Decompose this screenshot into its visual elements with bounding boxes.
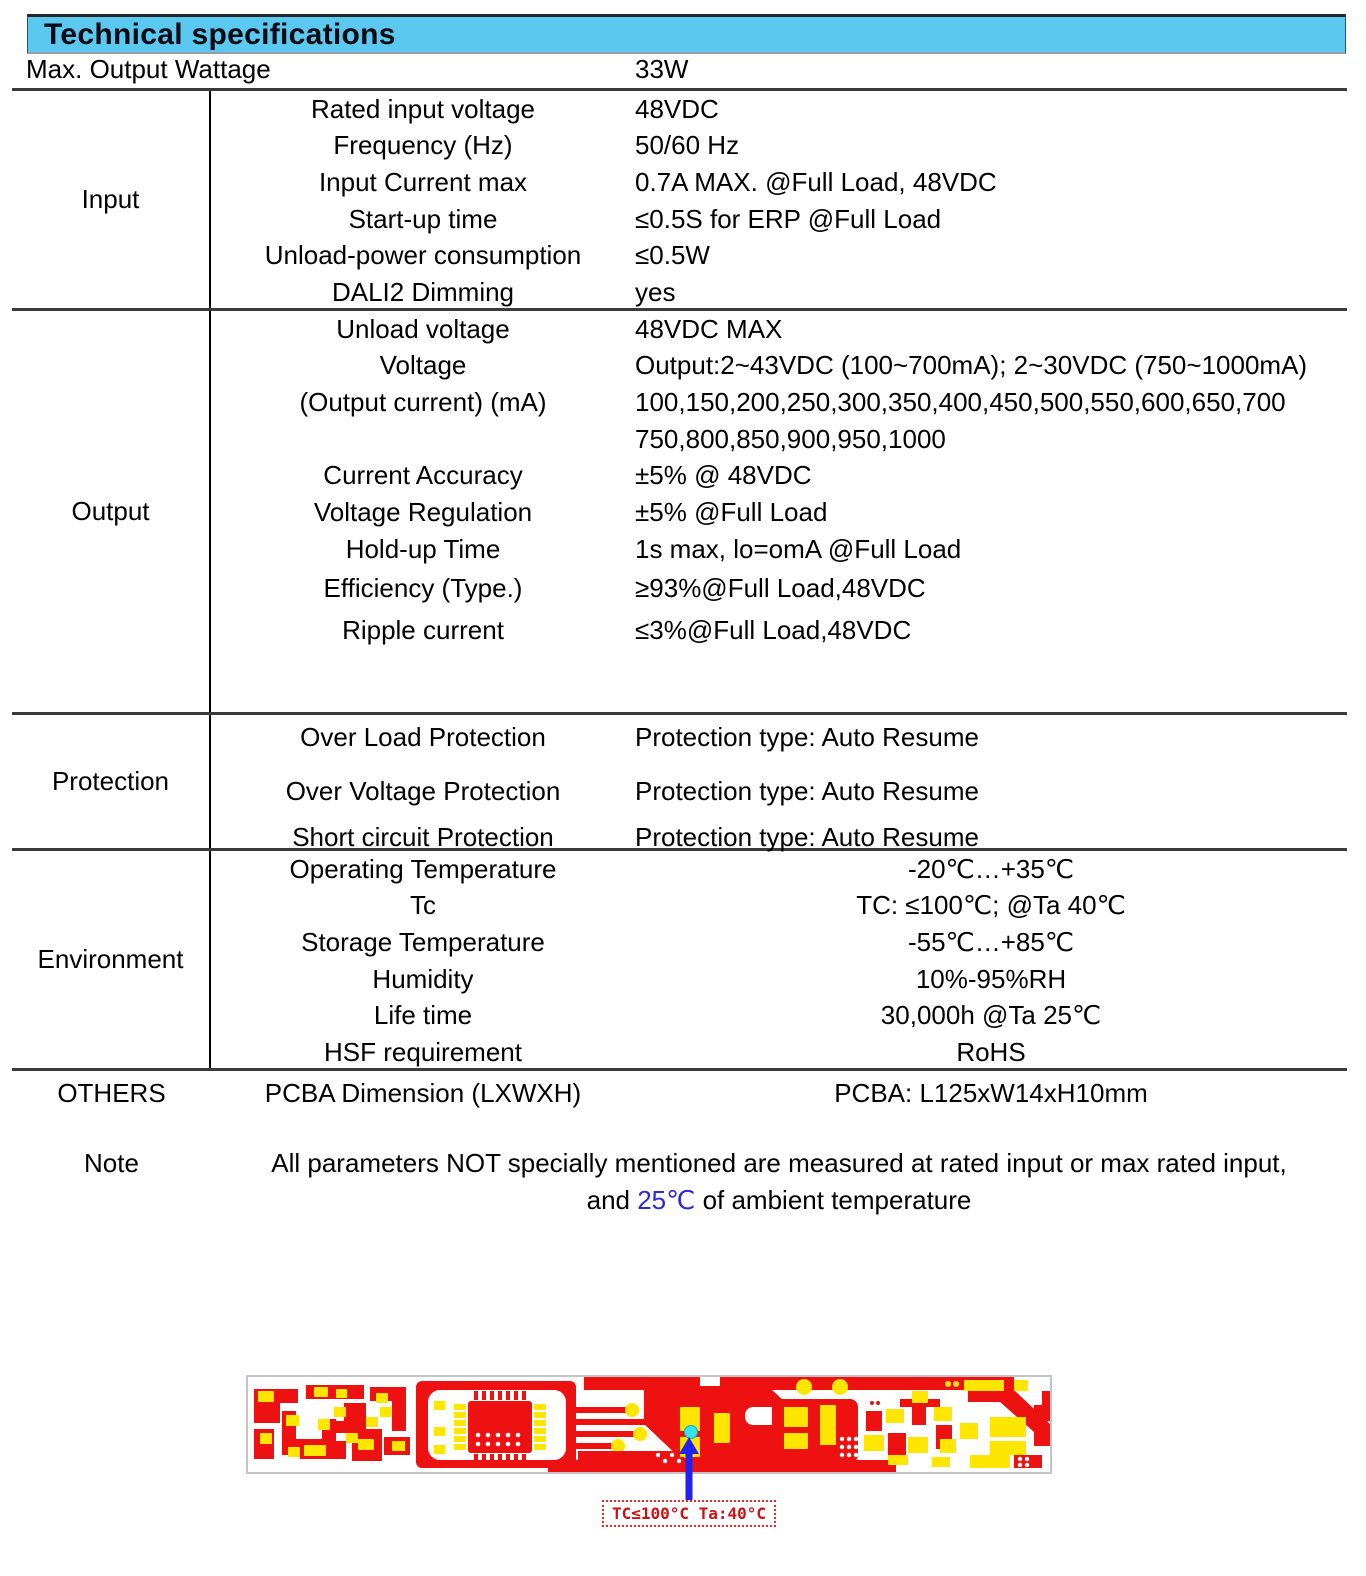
table-row	[211, 91, 1347, 128]
param-label: Life time	[373, 1000, 473, 1031]
param-value: 10%-95%RH	[915, 963, 1067, 994]
param-value: ±5% @ 48VDC	[635, 460, 812, 491]
section-protection	[12, 715, 1347, 851]
section-title-bar	[27, 14, 1346, 54]
section-others-label: OTHERS	[57, 1077, 166, 1108]
param-label: Unload voltage	[336, 313, 510, 344]
table-row	[211, 384, 1347, 421]
note-text	[211, 1145, 1347, 1219]
param-value: ≤3%@Full Load,48VDC	[635, 615, 912, 646]
param-label: Voltage	[379, 350, 467, 381]
param-label: Input Current max	[318, 167, 528, 198]
param-value: 750,800,850,900,950,1000	[635, 423, 946, 454]
section-input-label: Input	[12, 91, 211, 308]
param-label: Start-up time	[348, 203, 498, 234]
table-row	[211, 531, 1347, 568]
param-label: Over Voltage Protection	[285, 775, 561, 806]
param-label: Rated input voltage	[310, 93, 536, 124]
note-label: Note	[84, 1148, 139, 1178]
section-input	[12, 91, 1347, 311]
param-label	[211, 421, 635, 458]
section-output-label: Output	[12, 311, 211, 712]
section-protection-label: Protection	[12, 715, 211, 848]
table-row	[211, 164, 1347, 201]
note-line2-pre: and	[586, 1185, 638, 1215]
param-label: DALI2 Dimming	[331, 277, 515, 308]
param-label: Efficiency (Type.)	[323, 573, 523, 604]
param-value: 1s max, lo=omA @Full Load	[635, 533, 962, 564]
table-row	[12, 54, 1347, 91]
param-value: 30,000h @Ta 25℃	[880, 1000, 1102, 1031]
param-value: -20℃…+35℃	[907, 853, 1075, 884]
param-value: ≥93%@Full Load,48VDC	[635, 573, 926, 604]
tc-label: TC≤100°C Ta:40°C	[602, 1500, 776, 1527]
param-value: 48VDC	[635, 93, 719, 124]
param-value: Protection type: Auto Resume	[635, 775, 979, 806]
section-environment	[12, 851, 1347, 1071]
param-value: -55℃…+85℃	[907, 927, 1075, 958]
table-row	[211, 274, 1347, 311]
wattage-label: Max. Output Wattage	[26, 54, 271, 84]
param-value: RoHS	[956, 1037, 1026, 1068]
param-value: yes	[635, 277, 676, 308]
param-label: Ripple current	[342, 615, 504, 646]
param-label: Frequency (Hz)	[333, 130, 513, 161]
table-row	[211, 759, 1347, 823]
wattage-value: 33W	[635, 54, 689, 84]
table-row	[211, 348, 1347, 385]
table-row	[211, 494, 1347, 531]
pcb-image	[246, 1375, 1052, 1474]
param-label: HSF requirement	[324, 1037, 522, 1068]
table-row	[211, 311, 1347, 348]
param-label: Humidity	[372, 963, 474, 994]
note-temperature-highlight: 25℃	[637, 1185, 696, 1215]
pcb-artwork	[248, 1377, 1050, 1472]
param-value: Output:2~43VDC (100~700mA); 2~30VDC (750~1000mA)	[635, 350, 1308, 381]
page-title: Technical specifications	[44, 17, 396, 51]
table-row	[211, 924, 1347, 961]
table-row	[211, 201, 1347, 238]
section-environment-label: Environment	[12, 851, 211, 1068]
param-value: PCBA: L125xW14xH10mm	[834, 1077, 1148, 1108]
param-value: Protection type: Auto Resume	[635, 821, 979, 852]
table-row	[211, 238, 1347, 275]
table-row	[211, 610, 1347, 652]
table-row	[211, 458, 1347, 495]
table-row	[211, 888, 1347, 925]
note-line1: All parameters NOT specially mentioned are measured at rated input or max rated input,	[271, 1148, 1287, 1178]
param-value: 50/60 Hz	[635, 130, 740, 161]
table-row	[211, 568, 1347, 610]
param-label: Short circuit Protection	[292, 821, 554, 852]
table-row	[211, 961, 1347, 998]
param-value: 48VDC MAX	[635, 313, 783, 344]
param-label: Unload-power consumption	[264, 240, 582, 271]
section-others	[12, 1071, 1347, 1115]
table-row	[211, 1034, 1347, 1071]
table-row	[211, 128, 1347, 165]
param-value: 0.7A MAX. @Full Load, 48VDC	[635, 167, 997, 198]
param-label: (Output current) (mA)	[299, 387, 547, 418]
note-row	[12, 1145, 1347, 1219]
param-label: Tc	[410, 890, 436, 921]
param-label: Voltage Regulation	[313, 497, 533, 528]
table-row	[211, 421, 1347, 458]
table-row	[211, 851, 1347, 888]
table-row	[211, 823, 1347, 851]
tc-arrow-icon	[679, 1437, 699, 1501]
param-value: ≤0.5S for ERP @Full Load	[635, 203, 942, 234]
param-value: Protection type: Auto Resume	[635, 721, 979, 752]
section-output	[12, 311, 1347, 715]
param-value: ±5% @Full Load	[635, 497, 828, 528]
note-line2-post: of ambient temperature	[695, 1185, 972, 1215]
param-label: Storage Temperature	[301, 927, 545, 958]
param-label: Over Load Protection	[300, 721, 546, 752]
param-label: PCBA Dimension (LXWXH)	[264, 1077, 582, 1108]
param-label: Operating Temperature	[289, 853, 557, 884]
param-value: TC: ≤100℃; @Ta 40℃	[856, 890, 1126, 921]
param-label: Current Accuracy	[323, 460, 523, 491]
spec-table	[12, 54, 1347, 1219]
param-value: ≤0.5W	[635, 240, 710, 271]
table-row	[211, 715, 1347, 759]
param-label: Hold-up Time	[345, 533, 501, 564]
param-value: 100,150,200,250,300,350,400,450,500,550,600,650,700	[635, 387, 1286, 418]
table-row	[211, 998, 1347, 1035]
